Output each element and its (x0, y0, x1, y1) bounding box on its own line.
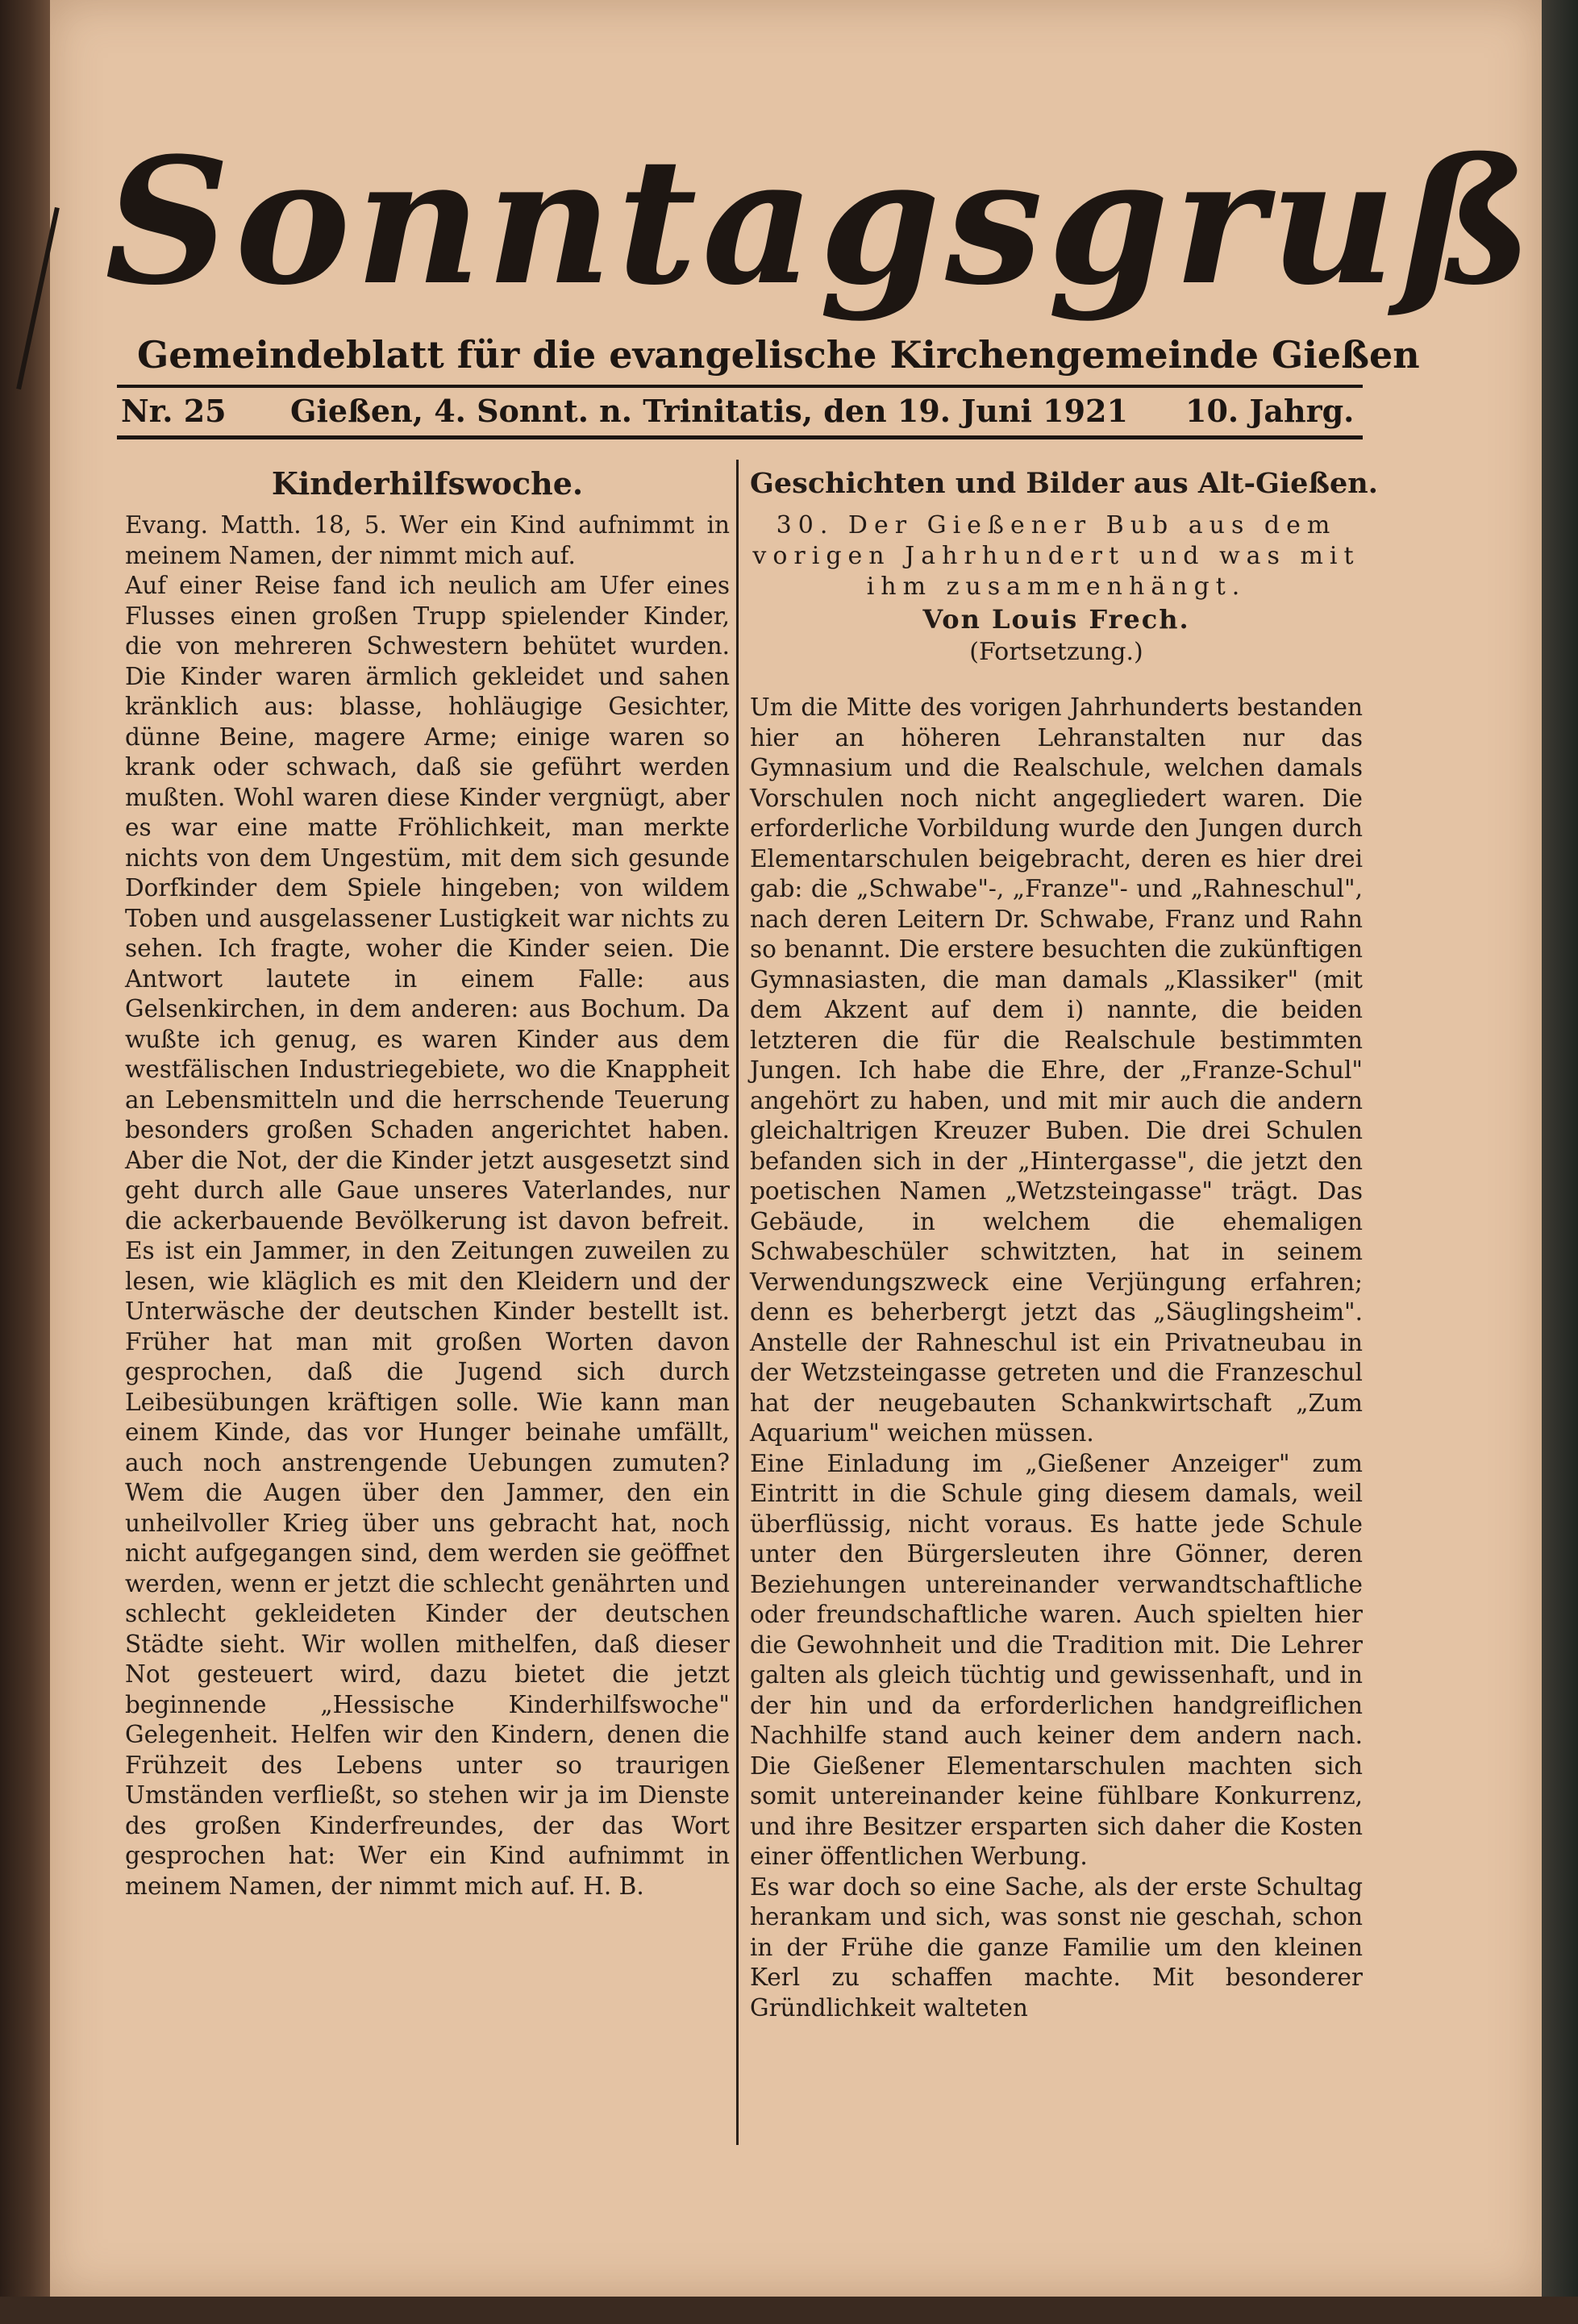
masthead-title: Sonntagsgruß (105, 119, 1538, 323)
issue-dateline: Gießen, 4. Sonnt. n. Trinitatis, den 19. Juni 1921 (290, 393, 1128, 429)
series-title: 30. Der Gießener Bub aus dem vorigen Jahrhundert und was mit ihm zusammenhängt. (752, 511, 1360, 601)
right-article-body: Um die Mitte des vorigen Jahrhunderts bestanden hier an höheren Lehranstalten nur das Gymnasium und die Realschule, welchen damals Vorschulen noch nicht angegliedert waren. Die erforderliche Vorbildung wurde den Jungen durch Elementarschulen beigebracht, deren es hier drei gab: die „Schwabe"-, „Franze"- und „Rahneschul", nach deren Leitern Dr. Schwabe, Franz und Rahn so benannt. Die erstere besuchten die zukünftigen Gymnasiasten, die man damals „Klassiker" (mit dem Akzent auf dem i) nannte, die beiden letzteren die für die Realschule bestimmten Jungen. Ich habe die Ehre, der „Franze-Schul" angehört zu haben, und mit mir auch die andern gleichaltrigen Kreuzer Buben. Die drei Schulen befanden sich in der „Hintergasse", die jetzt den poetischen Namen „Wetzsteingasse" trägt. Das Gebäude, in welchem die ehemaligen Schwabeschüler schwitzten, hat in seinem Verwendungszweck eine Verjüngung erfahren; denn es beherbergt jetzt das „Säuglingsheim". Anstelle der Rahneschul ist ein Privatneubau in der Wetzsteingasse getreten und die Franzeschul hat der neugebauten Schankwirtschaft „Zum Aquarium" weichen müssen. Eine Einladung im „Gießener Anzeiger" zum Eintritt in die Schule ging diesem damals, weil überflüssig, nicht voraus. Es hatte jede Schule unter den Bürgersleuten ihre Gönner, deren Beziehungen untereinander verwandtschaftliche oder freundschaftliche waren. Auch spielten hier die Gewohnheit und die Tradition mit. Die Lehrer galten als gleich tüchtig und gewissenhaft, und in der hin und da erforderlichen handgreiflichen Nachhilfe stand auch keiner dem andern nach. Die Gießener Elementarschulen machten sich somit untereinander keine fühlbare Konkurrenz, und ihre Besitzer ersparten sich daher die Kosten einer öffentlichen Werbung. Es war doch so eine Sache, als der erste Schultag herankam und sich, was sonst nie geschah, schon in der Frühe die ganze Familie um den kleinen Kerl zu schaffen machte. Mit besonderer Gründlichkeit walteten (750, 693, 1363, 2022)
left-article-body: Evang. Matth. 18, 5. Wer ein Kind aufnimmt in meinem Namen, der nimmt mich auf. Auf einer Reise fand ich neulich am Ufer eines Flusses einen großen Trupp spielender Kinder, die von mehreren Schwestern behütet wurden. Die Kinder waren ärmlich gekleidet und sahen kränklich aus: blasse, hohläugige Gesichter, dünne Beine, magere Arme; einige waren so krank oder schwach, daß sie geführt werden mußten. Wohl waren diese Kinder vergnügt, aber es war eine matte Fröhlichkeit, man merkte nichts von dem Ungestüm, mit dem sich gesunde Dorfkinder dem Spiele hingeben; von wildem Toben und ausgelassener Lustigkeit war nichts zu sehen. Ich fragte, woher die Kinder seien. Die Antwort lautete in einem Falle: aus Gelsenkirchen, in dem anderen: aus Bochum. Da wußte ich genug, es waren Kinder aus dem westfälischen Industriegebiete, wo die Knappheit an Lebensmitteln und die herrschende Teuerung besonders großen Schaden angerichtet haben. Aber die Not, der die Kinder jetzt ausgesetzt sind geht durch alle Gaue unseres Vaterlandes, nur die ackerbauende Bevölkerung ist davon befreit. Es ist ein Jammer, in den Zeitungen zuweilen zu lesen, wie kläglich es mit den Kleidern und der Unterwäsche der deutschen Kinder bestellt ist. Früher hat man mit großen Worten davon gesprochen, daß die Jugend sich durch Leibesübungen kräftigen solle. Wie kann man einem Kinde, das vor Hunger beinahe umfällt, auch noch anstrengende Uebungen zumuten? Wem die Augen über den Jammer, den ein unheilvoller Krieg über uns gebracht hat, noch nicht aufgegangen sind, dem werden sie geöffnet werden, wenn er jetzt die schlecht genährten und schlecht gekleideten Kinder der deutschen Städte sieht. Wir wollen mithelfen, daß dieser Not gesteuert wird, dazu bietet die jetzt beginnende „Hessische Kinderhilfswoche" Gelegenheit. Helfen wir den Kindern, denen die Frühzeit des Lebens unter so traurigen Umständen verfließt, so stehen wir ja im Dienste des großen Kinderfreundes, der das Wort gesprochen hat: Wer ein Kind aufnimmt in meinem Namen, der nimmt mich auf. H. B. (125, 511, 730, 1900)
rule-bottom (117, 435, 1363, 439)
left-column (125, 464, 730, 1901)
rule-top (117, 385, 1363, 388)
masthead (56, 105, 1538, 347)
masthead-subtitle: Gemeindeblatt für die evangelische Kirchengemeinde Gießen (137, 333, 1420, 377)
article-author: Von Louis Frech. (922, 604, 1190, 635)
continuation-note: (Fortsetzung.) (969, 638, 1143, 666)
book-edge-bottom (0, 2297, 1578, 2324)
column-divider (736, 460, 739, 2145)
left-article-headline: Kinderhilfswoche. (271, 465, 584, 502)
issue-line (121, 391, 1359, 431)
right-column (750, 464, 1378, 2023)
book-edge-right (1542, 0, 1578, 2324)
issue-year: 10. Jahrg. (1185, 393, 1355, 429)
right-article-headline: Geschichten und Bilder aus Alt-Gießen. (750, 467, 1378, 500)
issue-number: Nr. 25 (121, 393, 227, 429)
